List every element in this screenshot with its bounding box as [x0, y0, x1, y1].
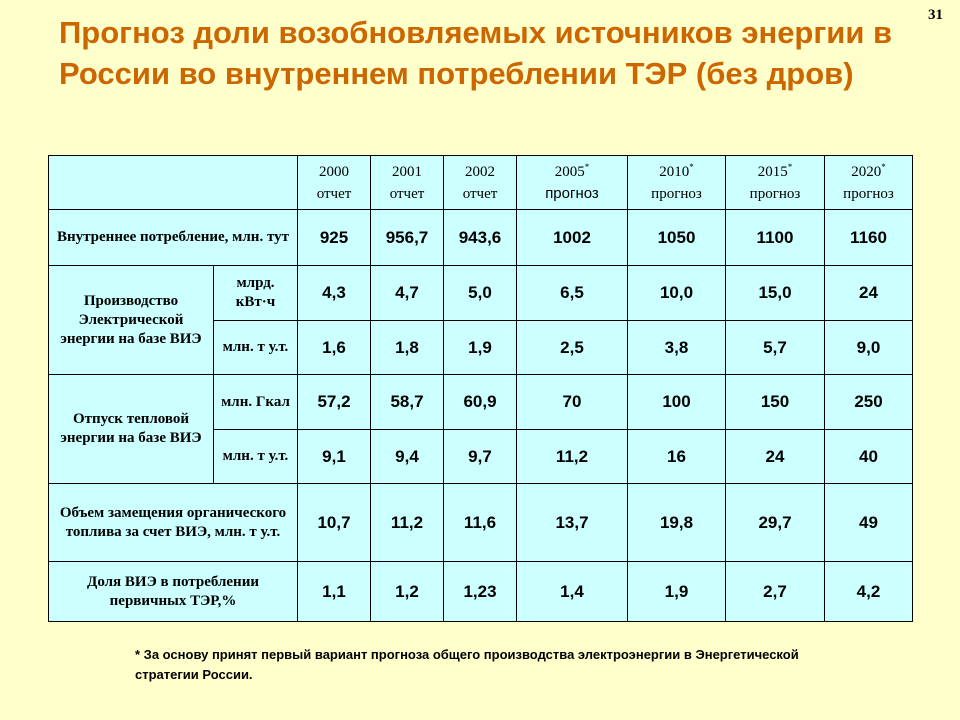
table-cell: 70	[517, 375, 628, 430]
table-cell: 16	[628, 430, 726, 484]
table-cell: 13,7	[517, 484, 628, 562]
table-header-row	[49, 156, 913, 210]
table-cell: 1,23	[444, 562, 517, 622]
table-cell: 1160	[825, 210, 913, 266]
column-header-2015: 2015* прогноз	[726, 156, 825, 210]
column-header-2010: 2010* прогноз	[628, 156, 726, 210]
table-cell: 9,1	[298, 430, 371, 484]
page-title: Прогноз доли возобновляемых источников энергии в России во внутреннем потреблении ТЭР (без дров)	[59, 15, 893, 91]
unit-cell: млн. т у.т.	[214, 430, 298, 484]
table-cell: 24	[726, 430, 825, 484]
page-number: 31	[928, 7, 943, 23]
table-cell: 250	[825, 375, 913, 430]
table-cell: 9,7	[444, 430, 517, 484]
table-cell: 60,9	[444, 375, 517, 430]
table-cell: 29,7	[726, 484, 825, 562]
table-cell: 5,0	[444, 266, 517, 321]
table-cell: 6,5	[517, 266, 628, 321]
table-row-electric-kwh	[49, 266, 913, 321]
table-cell: 1,6	[298, 321, 371, 375]
table-cell: 24	[825, 266, 913, 321]
unit-cell: млн. т у.т.	[214, 321, 298, 375]
table-cell: 1,8	[371, 321, 444, 375]
table-row-heat-gcal	[49, 375, 913, 430]
table-cell: 11,6	[444, 484, 517, 562]
table-cell: 956,7	[371, 210, 444, 266]
table-cell: 150	[726, 375, 825, 430]
row-label-heat: Отпуск тепловой энергии на базе ВИЭ	[49, 375, 214, 484]
table-cell: 3,8	[628, 321, 726, 375]
table-cell: 1100	[726, 210, 825, 266]
table-cell: 11,2	[517, 430, 628, 484]
row-label-domestic: Внутреннее потребление, млн. тут	[49, 210, 298, 266]
table-cell: 1,2	[371, 562, 444, 622]
column-header-2001: 2001 отчет	[371, 156, 444, 210]
footnote: * За основу принят первый вариант прогноза общего производства электроэнергии в Энергетической стратегии России.	[135, 647, 799, 682]
table-row-substitution	[49, 484, 913, 562]
table-cell: 58,7	[371, 375, 444, 430]
table-cell: 15,0	[726, 266, 825, 321]
table-row-domestic	[49, 210, 913, 266]
table-cell: 1,4	[517, 562, 628, 622]
table-cell: 4,2	[825, 562, 913, 622]
table-cell: 57,2	[298, 375, 371, 430]
column-header-2005: 2005* прогноз	[517, 156, 628, 210]
column-header-2000: 2000 отчет	[298, 156, 371, 210]
header-corner-cell	[49, 156, 298, 210]
table-cell: 1,9	[444, 321, 517, 375]
table-cell: 1,1	[298, 562, 371, 622]
table-cell: 9,4	[371, 430, 444, 484]
table-cell: 10,7	[298, 484, 371, 562]
column-header-2002: 2002 отчет	[444, 156, 517, 210]
table-cell: 943,6	[444, 210, 517, 266]
table-cell: 40	[825, 430, 913, 484]
table-cell: 9,0	[825, 321, 913, 375]
table-cell: 49	[825, 484, 913, 562]
table-cell: 2,5	[517, 321, 628, 375]
table-row-share	[49, 562, 913, 622]
column-header-2020: 2020* прогноз	[825, 156, 913, 210]
table-cell: 2,7	[726, 562, 825, 622]
table-cell: 100	[628, 375, 726, 430]
table-cell: 1,9	[628, 562, 726, 622]
row-label-electric: Производство Электрической энергии на базе ВИЭ	[49, 266, 214, 375]
unit-cell: млн. Гкал	[214, 375, 298, 430]
table-cell: 10,0	[628, 266, 726, 321]
table-cell: 19,8	[628, 484, 726, 562]
row-label-substitution: Объем замещения органического топлива за счет ВИЭ, млн. т у.т.	[49, 484, 298, 562]
table-cell: 925	[298, 210, 371, 266]
table-cell: 1050	[628, 210, 726, 266]
forecast-table	[48, 155, 913, 622]
table-cell: 4,7	[371, 266, 444, 321]
table-cell: 4,3	[298, 266, 371, 321]
table-cell: 5,7	[726, 321, 825, 375]
table-cell: 1002	[517, 210, 628, 266]
row-label-share: Доля ВИЭ в потреблении первичных ТЭР,%	[49, 562, 298, 622]
unit-cell: млрд. кВт·ч	[214, 266, 298, 321]
table-cell: 11,2	[371, 484, 444, 562]
